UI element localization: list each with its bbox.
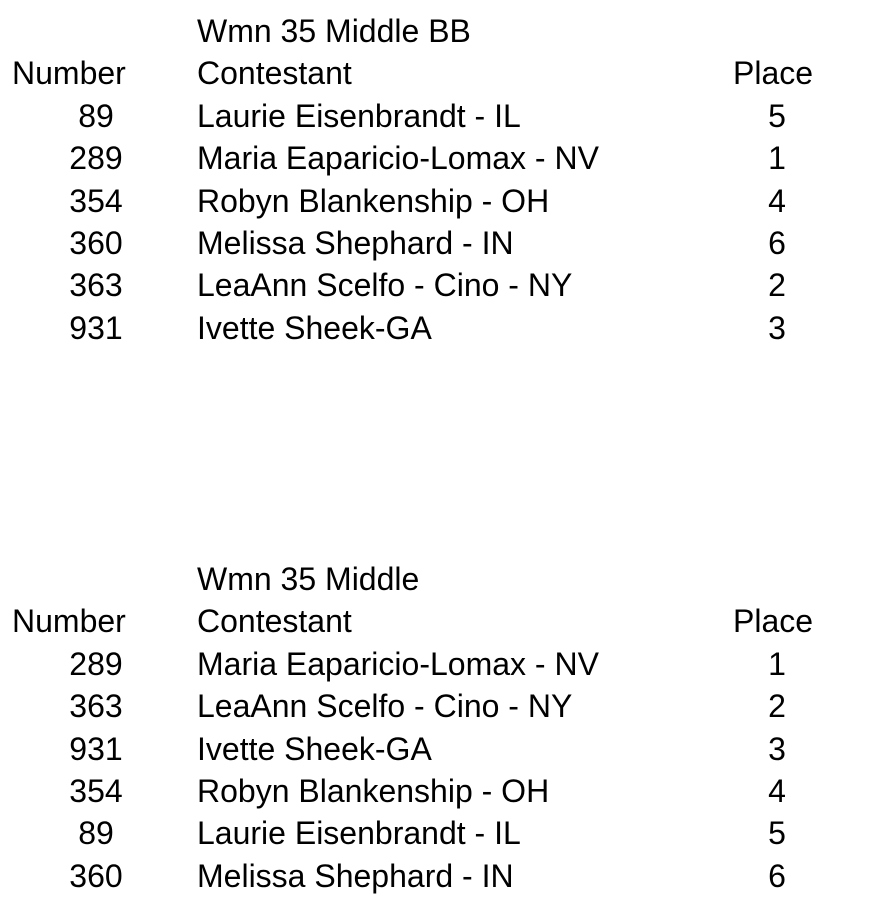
- place-cell: 2: [768, 267, 786, 304]
- section-title: Wmn 35 Middle: [197, 561, 420, 597]
- results-section-wmn-35-middle: [0, 558, 877, 897]
- table-row: [0, 307, 877, 349]
- contestant-cell: Melissa Shephard - IN: [197, 224, 514, 261]
- contestant-cell: Maria Eaparicio-Lomax - NV: [197, 140, 599, 177]
- number-column-header: Number: [12, 55, 126, 92]
- table-row: [0, 855, 877, 897]
- number-cell: 89: [78, 97, 114, 134]
- contestant-column-header: Contestant: [197, 55, 352, 92]
- number-cell: 931: [69, 730, 123, 767]
- number-cell: 289: [69, 140, 123, 177]
- place-cell: 6: [768, 857, 786, 894]
- section-title: Wmn 35 Middle BB: [197, 13, 471, 49]
- number-cell: 360: [69, 857, 123, 894]
- place-cell: 2: [768, 688, 786, 725]
- contestant-cell: Laurie Eisenbrandt - IL: [197, 97, 521, 134]
- number-column-header: Number: [12, 603, 126, 640]
- table-row: [0, 685, 877, 727]
- table-row: [0, 222, 877, 264]
- number-cell: 360: [69, 224, 123, 261]
- table-row: [0, 643, 877, 685]
- table-row: [0, 728, 877, 770]
- header-row: [0, 52, 877, 94]
- number-cell: 354: [69, 182, 123, 219]
- header-row: [0, 600, 877, 642]
- place-cell: 5: [768, 97, 786, 134]
- place-cell: 1: [768, 140, 786, 177]
- contestant-cell: LeaAnn Scelfo - Cino - NY: [197, 688, 573, 725]
- number-cell: 931: [69, 309, 123, 346]
- place-column-header: Place: [733, 55, 814, 92]
- place-cell: 6: [768, 224, 786, 261]
- contestant-cell: Robyn Blankenship - OH: [197, 772, 550, 809]
- number-cell: 363: [69, 688, 123, 725]
- contestant-cell: Laurie Eisenbrandt - IL: [197, 815, 521, 852]
- section-title-row: [0, 558, 877, 600]
- number-cell: 89: [78, 815, 114, 852]
- contestant-cell: Ivette Sheek-GA: [197, 309, 432, 346]
- table-row: [0, 137, 877, 179]
- contestant-column-header: Contestant: [197, 603, 352, 640]
- contestant-cell: Melissa Shephard - IN: [197, 857, 514, 894]
- place-cell: 4: [768, 182, 786, 219]
- table-row: [0, 95, 877, 137]
- contestant-cell: Maria Eaparicio-Lomax - NV: [197, 645, 599, 682]
- place-cell: 4: [768, 772, 786, 809]
- contestant-cell: Robyn Blankenship - OH: [197, 182, 550, 219]
- table-row: [0, 264, 877, 306]
- table-row: [0, 770, 877, 812]
- results-section-wmn-35-middle-bb: [0, 10, 877, 349]
- place-cell: 3: [768, 309, 786, 346]
- contestant-cell: Ivette Sheek-GA: [197, 730, 432, 767]
- number-cell: 289: [69, 645, 123, 682]
- place-cell: 3: [768, 730, 786, 767]
- place-cell: 1: [768, 645, 786, 682]
- table-row: [0, 812, 877, 854]
- section-title-row: [0, 10, 877, 52]
- contestant-cell: LeaAnn Scelfo - Cino - NY: [197, 267, 573, 304]
- table-row: [0, 180, 877, 222]
- number-cell: 363: [69, 267, 123, 304]
- place-cell: 5: [768, 815, 786, 852]
- number-cell: 354: [69, 772, 123, 809]
- place-column-header: Place: [733, 603, 814, 640]
